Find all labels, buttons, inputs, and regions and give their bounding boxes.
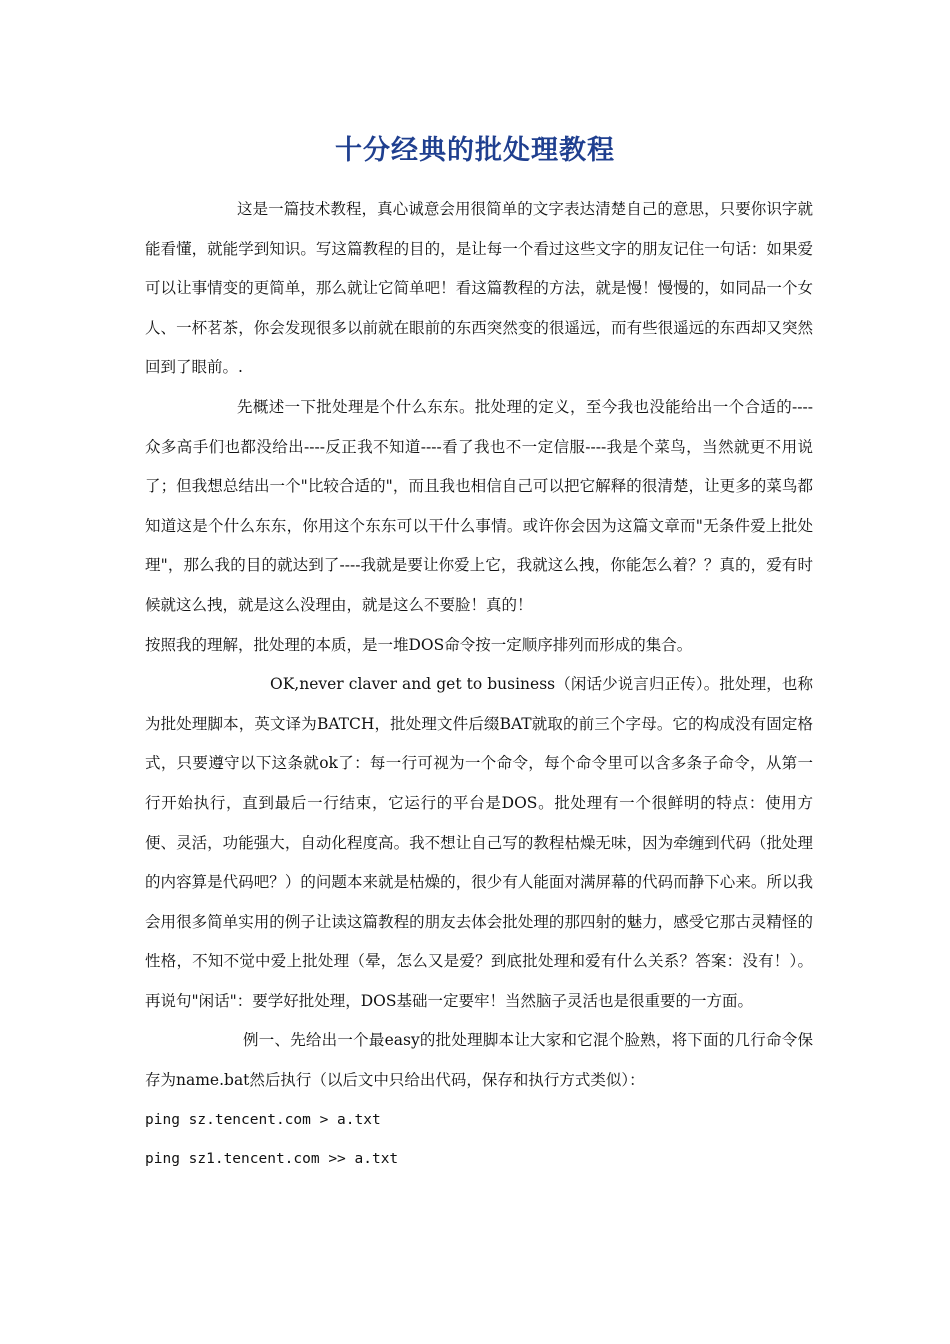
document-title: 十分经典的批处理教程 xyxy=(335,135,615,166)
paragraph-intro: 这是一篇技术教程，真心诚意会用很简单的文字表达清楚自己的意思，只要你识字就能看懂，就能学到知识。写这篇教程的目的，是让每一个看过这些文字的朋友记住一句话：如果爱可以让事情变的更简单，那么就让它简单吧！看这篇教程的方法，就是慢！慢慢的，如同品一个女人、一杯茗茶，你会发现很多以前就在眼前的东西突然变的很遥远，而有些很遥远的东西却又突然回到了眼前。. xyxy=(145,200,813,377)
code-line: ping sz1.tencent.com >> a.txt xyxy=(145,1151,399,1168)
paragraph-definition: 先概述一下批处理是个什么东东。批处理的定义，至今我也没能给出一个合适的----众多高手们也都没给出----反正我不知道----看了我也不一定信服----我是个菜鸟，当然就更不用说了；但我想总结出一个"比较合适的"，而且我也相信自己可以把它解释的很清楚，让更多的菜鸟都知道这是个什么东东，你用这个东东可以干什么事情。或许你会因为这篇文章而"无条件爱上批处理"，那么我的目的就达到了----我就是要让你爱上它，我就这么拽，你能怎么着？？真的，爱有时候就这么拽，就是这么没理由，就是这么不要脸！真的！ xyxy=(145,397,813,614)
paragraph-overview: OK,never claver and get to business（闲话少说言归正传）。批处理，也称为批处理脚本，英文译为BATCH，批处理文件后缀BAT就取的前三个字母。它的构成没有固定格式，只要遵守以下这条就ok了：每一行可视为一个命令，每个命令里可以含多条子命令，从第一行开始执行，直到最后一行结束，它运行的平台是DOS。批处理有一个很鲜明的特点：使用方便、灵活，功能强大，自动化程度高。我不想让自己写的教程枯燥无味，因为牵缠到代码（批处理的内容算是代码吧？）的问题本来就是枯燥的，很少有人能面对满屏幕的代码而静下心来。所以我会用很多简单实用的例子让读这篇教程的朋友去体会批处理的那四射的魅力，感受它那古灵精怪的性格，不知不觉中爱上批处理（晕，怎么又是爱？到底批处理和爱有什么关系？答案：没有！）。再说句"闲话"：要学好批处理，DOS基础一定要牢！当然脑子灵活也是很重要的一方面。 xyxy=(145,675,813,1010)
paragraph-example-one: 例一、先给出一个最easy的批处理脚本让大家和它混个脸熟，将下面的几行命令保存为name.bat然后执行（以后文中只给出代码，保存和执行方式类似）： xyxy=(145,1031,813,1090)
code-line: ping sz.tencent.com > a.txt xyxy=(145,1111,381,1128)
paragraph-essence: 按照我的理解，批处理的本质，是一堆DOS命令按一定顺序排列而形成的集合。 xyxy=(145,635,693,654)
document-body xyxy=(145,190,813,1180)
